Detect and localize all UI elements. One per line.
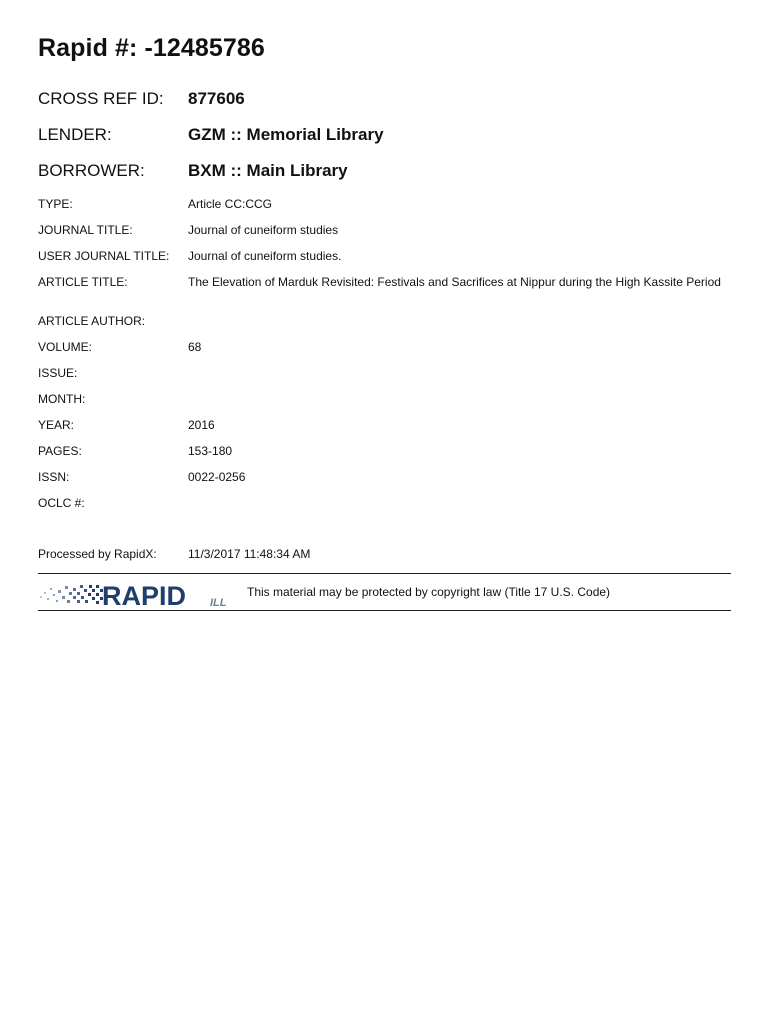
oclc-label: OCLC #: [38, 496, 85, 510]
journal-title-label: JOURNAL TITLE: [38, 223, 133, 237]
issn-label: ISSN: [38, 470, 70, 484]
lender-label: LENDER: [38, 125, 112, 144]
issn-value: 0022-0256 [188, 470, 246, 484]
type-label: TYPE: [38, 197, 73, 211]
volume-label: VOLUME: [38, 340, 93, 354]
pages-label: PAGES: [38, 444, 82, 458]
borrower-value: BXM :: Main Library [188, 161, 348, 180]
cross-ref-value: 877606 [188, 89, 245, 108]
journal-title-value: Journal of cuneiform studies [188, 223, 339, 237]
article-title-value: The Elevation of Marduk Revisited: Festivals and Sacrifices at Nippur during the High Kassite Period [188, 275, 721, 289]
logo-wordmark: RAPID [102, 581, 187, 608]
user-journal-title-value: Journal of cuneiform studies. [188, 249, 342, 263]
footer [38, 576, 731, 610]
processed-label: Processed by RapidX: [38, 547, 157, 561]
page-title: Rapid #: -12485786 [38, 34, 265, 62]
logo-suffix: ILL [210, 597, 227, 608]
month-label: MONTH: [38, 392, 86, 406]
year-value: 2016 [188, 418, 215, 432]
footer-top-divider [38, 573, 731, 574]
rapid-ill-logo [38, 580, 238, 608]
user-journal-title-label: USER JOURNAL TITLE: [38, 249, 170, 263]
issue-label: ISSUE: [38, 366, 78, 380]
volume-value: 68 [188, 340, 202, 354]
copyright-notice: This material may be protected by copyright law (Title 17 U.S. Code) [247, 585, 611, 599]
article-author-label: ARTICLE AUTHOR: [38, 314, 146, 328]
logo-dot-pattern [40, 585, 103, 604]
lender-value: GZM :: Memorial Library [188, 125, 384, 144]
borrower-label: BORROWER: [38, 161, 145, 180]
footer-bottom-divider [38, 610, 731, 611]
year-label: YEAR: [38, 418, 75, 432]
pages-value: 153-180 [188, 444, 233, 458]
cross-ref-label: CROSS REF ID: [38, 89, 164, 108]
article-title-label: ARTICLE TITLE: [38, 275, 128, 289]
processed-value: 11/3/2017 11:48:34 AM [188, 547, 311, 561]
type-value: Article CC:CCG [188, 197, 273, 211]
